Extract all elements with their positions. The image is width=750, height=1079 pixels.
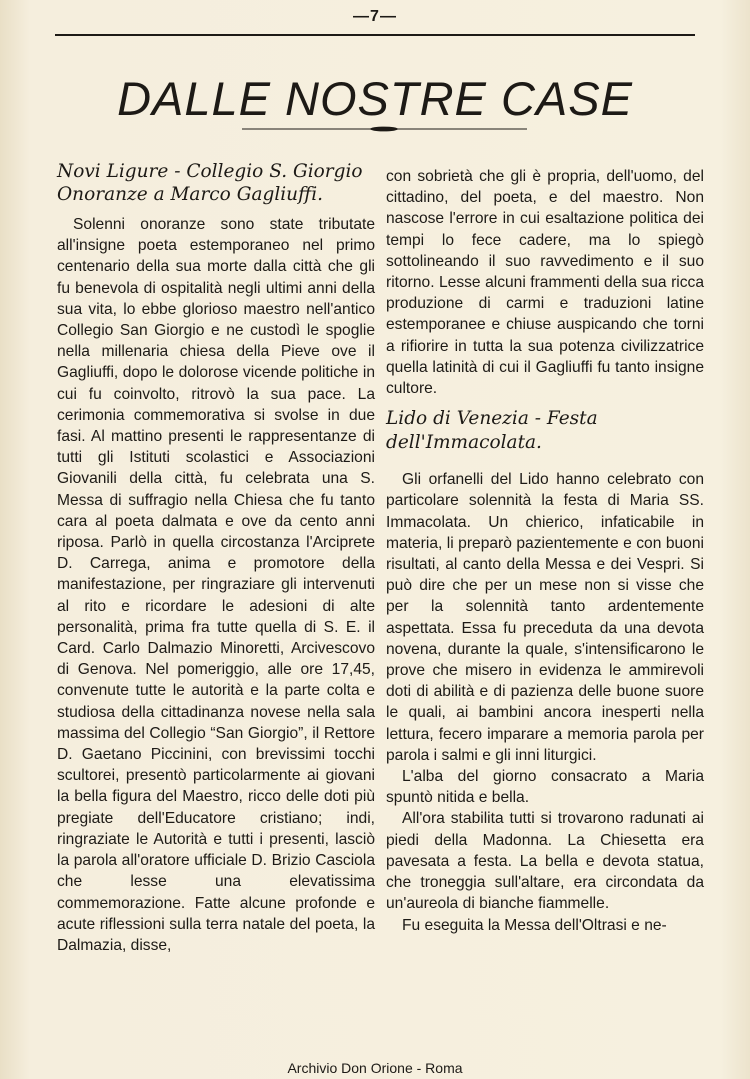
article-heading-novi-ligure: Novi Ligure - Collegio S. Giorgio Onoranze a Marco Gagliuffi. xyxy=(57,161,363,205)
article-paragraph: L'alba del giorno consacrato a Maria spuntò nitida e bella. xyxy=(386,768,704,807)
right-column xyxy=(386,166,704,936)
article-paragraph: Fu eseguita la Messa dell'Oltrasi e ne- xyxy=(402,916,667,934)
article-paragraph: Gli orfanelli del Lido hanno celebrato con particolare solennità la festa di Maria SS. Immacolata. Un chierico, infaticabile in materia, li preparò pazientemente e con buoni risultati, al canto della Messa e dei Vespri. Si può dire che per un mese non si visse che per la solennità tanto ardentemente aspettata. Essa fu preceduta da una devota novena, durante la quale, s'intensificarono le prove che misero in evidenza le ammirevoli doti di abilità e di pazienza delle buone suore le quali, ai bambini ancora inesperti nella lettura, fecero imparare a memoria parola per parola i salmi e gli inni liturgici. xyxy=(386,471,704,764)
page-number: —7— xyxy=(353,8,397,25)
page-title: DALLE NOSTRE CASE xyxy=(117,72,633,125)
article-paragraph-continued: con sobrietà che gli è propria, dell'uomo, del cittadino, del poeta, e del maestro. Non nascose l'errore in cui esaltazione politica dei tempi lo fece cadere, ma lo spiegò sottolineando il suo ravvedimento e il suo ritorno. Lesse alcuni frammenti della sua ricca produzione di carmi e traduzioni latine estemporanee e chiuse auspicando che torni a rifiorire in tutta la sua potenza civilizzatrice quella latinità di cui il Gagliuffi fu tanto insigne cultore. xyxy=(386,168,704,398)
article-heading-lido-venezia: Lido di Venezia - Festa dell'Immacolata. xyxy=(386,408,598,454)
title-ornament xyxy=(242,125,527,133)
top-rule xyxy=(55,34,695,36)
article-paragraph: Solenni onoranze sono state tributate all'insigne poeta estemporaneo nel primo centenario della sua morte dalla città che gli fu benevola di ospitalità negli ultimi anni della sua vita, lo ebbe glorioso maestro nell'antico Collegio San Giorgio e ne custodì le spoglie nella millenaria chiesa della Pieve ove il Gagliuffi, dopo le dolorose vicende politiche in cui fu coinvolto, ritrovò la sua pace. La cerimonia commemorativa si svolse in due fasi. Al mattino presenti le rappresentanze di tutti gli Istituti scolastici e Associazioni Giovanili della città, fu celebrata una S. Messa di suffragio nella Chiesa che fu tanto cara al poeta dalmata e ove da cento anni riposa. Parlò in quella circostanza l'Arciprete D. Carrega, anima e promotore della manifestazione, per ringraziare gli intervenuti al rito e ricordare le adesioni di alte personalità, prima fra tutte quella di S. E. il Card. Carlo Dalmazio Minoretti, Arcivescovo di Genova. Nel pomeriggio, alle ore 17,45, convenute tutte le autorità e la parte colta e studiosa della cittadinanza novese nella sala massima del Collegio “San Giorgio”, il Rettore D. Gaetano Piccinini, con brevissimi tocchi scultorei, presentò particolarmente ai giovani la bella figura del Maestro, ricco delle doti più pregiate dell'Educatore cristiano; indi, ringraziate le Autorità e tutti i presenti, lasciò la parola all'oratore ufficiale D. Brizio Casciola che lesse una elevatissima commemorazione. Fatte alcune profonde e acute riflessioni sulla terra natale del poeta, la Dalmazia, disse, xyxy=(57,216,375,954)
left-column xyxy=(57,160,375,956)
article-paragraph: All'ora stabilita tutti si trovarono radunati ai piedi della Madonna. La Chiesetta era pavesata a festa. La bella e devota statua, che troneggia sull'altare, era circondata da un'aureola di bianche fiammelle. xyxy=(386,810,704,913)
archive-footer: Archivio Don Orione - Roma xyxy=(287,1060,463,1076)
